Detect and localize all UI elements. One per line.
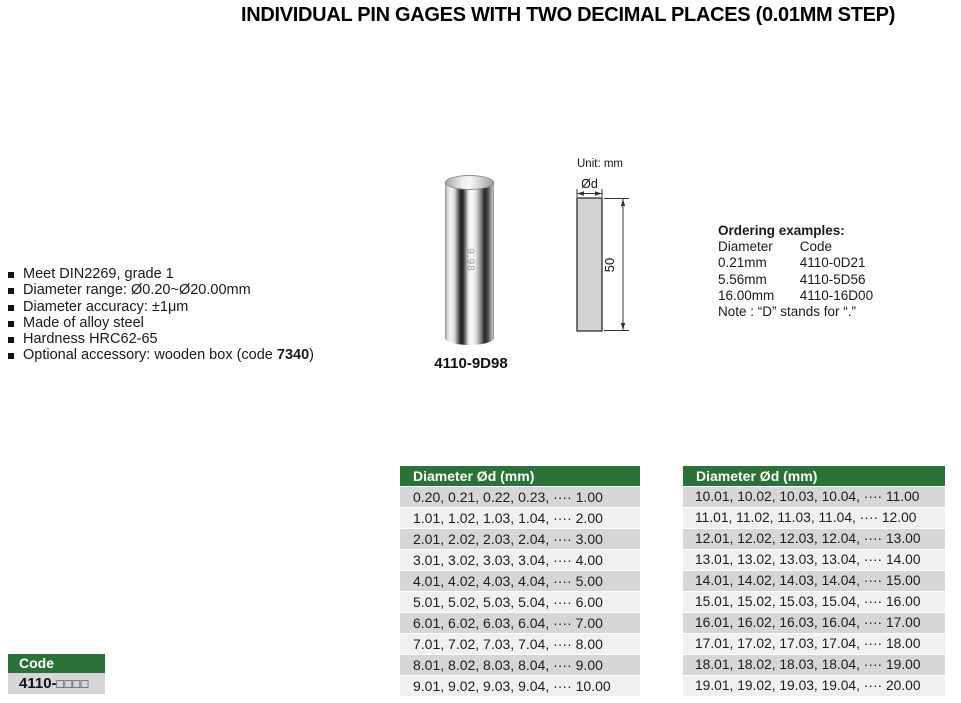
feature-item [8, 266, 378, 282]
feature-text: Diameter accuracy: ±1μm [23, 298, 189, 315]
feature-item [8, 347, 378, 363]
ordering-title: Ordering examples: [718, 223, 845, 238]
code-box-value: 4110-□□□□ [8, 673, 105, 694]
feature-list [8, 266, 378, 364]
table-row: 12.01, 12.02, 12.03, 12.04, ···· 13.00 [683, 529, 945, 550]
diameter-table-right [683, 466, 945, 697]
code-box [8, 654, 105, 694]
table-row: 14.01, 14.02, 14.03, 14.04, ···· 15.00 [683, 571, 945, 592]
feature-text: Hardness HRC62-65 [23, 331, 158, 348]
ordering-row: 0.21mm 4110-0D21 [718, 255, 866, 271]
feature-item [8, 282, 378, 298]
pin-top-face [445, 175, 494, 190]
table-row: 13.01, 13.02, 13.03, 13.04, ···· 14.00 [683, 550, 945, 571]
table-row: 2.01, 2.02, 2.03, 2.04, ···· 3.00 [400, 529, 640, 550]
table-row: 8.01, 8.02, 8.03, 8.04, ···· 9.00 [400, 655, 640, 676]
table-header: Diameter Ød (mm) [400, 466, 640, 487]
unit-label: Unit: mm [577, 158, 623, 170]
feature-text: Optional accessory: wooden box (code 7340) [23, 347, 315, 364]
technical-drawing [565, 155, 640, 340]
code-placeholder-squares: □□□□ [56, 677, 89, 691]
ordering-col-code: Code [799, 239, 833, 255]
table-row: 11.01, 11.02, 11.03, 11.04, ···· 12.00 [683, 508, 945, 529]
feature-item [8, 315, 378, 331]
bullet-square-icon [8, 272, 14, 278]
table-row: 1.01, 1.02, 1.03, 1.04, ···· 2.00 [400, 508, 640, 529]
ordering-examples [718, 223, 928, 320]
table-header: Diameter Ød (mm) [683, 466, 945, 487]
page-title: INDIVIDUAL PIN GAGES WITH TWO DECIMAL PLACES (0.01MM STEP) [240, 4, 896, 26]
ordering-col-diameter: Diameter [718, 239, 773, 255]
table-row: 15.01, 15.02, 15.03, 15.04, ···· 16.00 [683, 592, 945, 613]
product-photo [445, 175, 494, 345]
table-row: 0.20, 0.21, 0.22, 0.23, ···· 1.00 [400, 487, 640, 508]
table-row: 17.01, 17.02, 17.03, 17.04, ···· 18.00 [683, 634, 945, 655]
ordering-row: 16.00mm 4110-16D00 [718, 287, 874, 303]
feature-item [8, 299, 378, 315]
ordering-note: Note : “D” stands for “.” [718, 304, 857, 320]
table-row: 18.01, 18.02, 18.03, 18.04, ···· 19.00 [683, 655, 945, 676]
feature-text: Made of alloy steel [23, 314, 144, 331]
table-row: 19.01, 19.02, 19.03, 19.04, ···· 20.00 [683, 676, 945, 697]
bullet-square-icon [8, 337, 14, 343]
table-row: 6.01, 6.02, 6.03, 6.04, ···· 7.00 [400, 613, 640, 634]
bullet-square-icon [8, 288, 14, 294]
feature-item [8, 331, 378, 347]
table-row: 7.01, 7.02, 7.03, 7.04, ···· 8.00 [400, 634, 640, 655]
table-row: 10.01, 10.02, 10.03, 10.04, ···· 11.00 [683, 487, 945, 508]
bullet-square-icon [8, 305, 14, 311]
ordering-header-row [718, 239, 928, 255]
diameter-dim-label: Ød [581, 177, 598, 191]
table-row: 4.01, 4.02, 4.03, 4.04, ···· 5.00 [400, 571, 640, 592]
accessory-code: 7340 [276, 347, 310, 364]
bullet-square-icon [8, 353, 14, 359]
table-row: 16.01, 16.02, 16.03, 16.04, ···· 17.00 [683, 613, 945, 634]
table-row: 9.01, 9.02, 9.03, 9.04, ···· 10.00 [400, 676, 640, 697]
feature-text: Meet DIN2269, grade 1 [23, 266, 174, 282]
code-box-header: Code [8, 654, 105, 673]
feature-text: Diameter range: Ø0.20~Ø20.00mm [23, 282, 251, 299]
ordering-row: 5.56mm 4110-5D56 [718, 271, 866, 287]
diameter-table-left [400, 466, 640, 697]
table-row: 5.01, 5.02, 5.03, 5.04, ···· 6.00 [400, 592, 640, 613]
bullet-square-icon [8, 321, 14, 327]
pin-engraving: 9.98 [464, 248, 475, 272]
length-dim-label: 50 [602, 257, 617, 273]
product-code-label: 4110-9D98 [434, 355, 508, 372]
table-row: 3.01, 3.02, 3.03, 3.04, ···· 4.00 [400, 550, 640, 571]
